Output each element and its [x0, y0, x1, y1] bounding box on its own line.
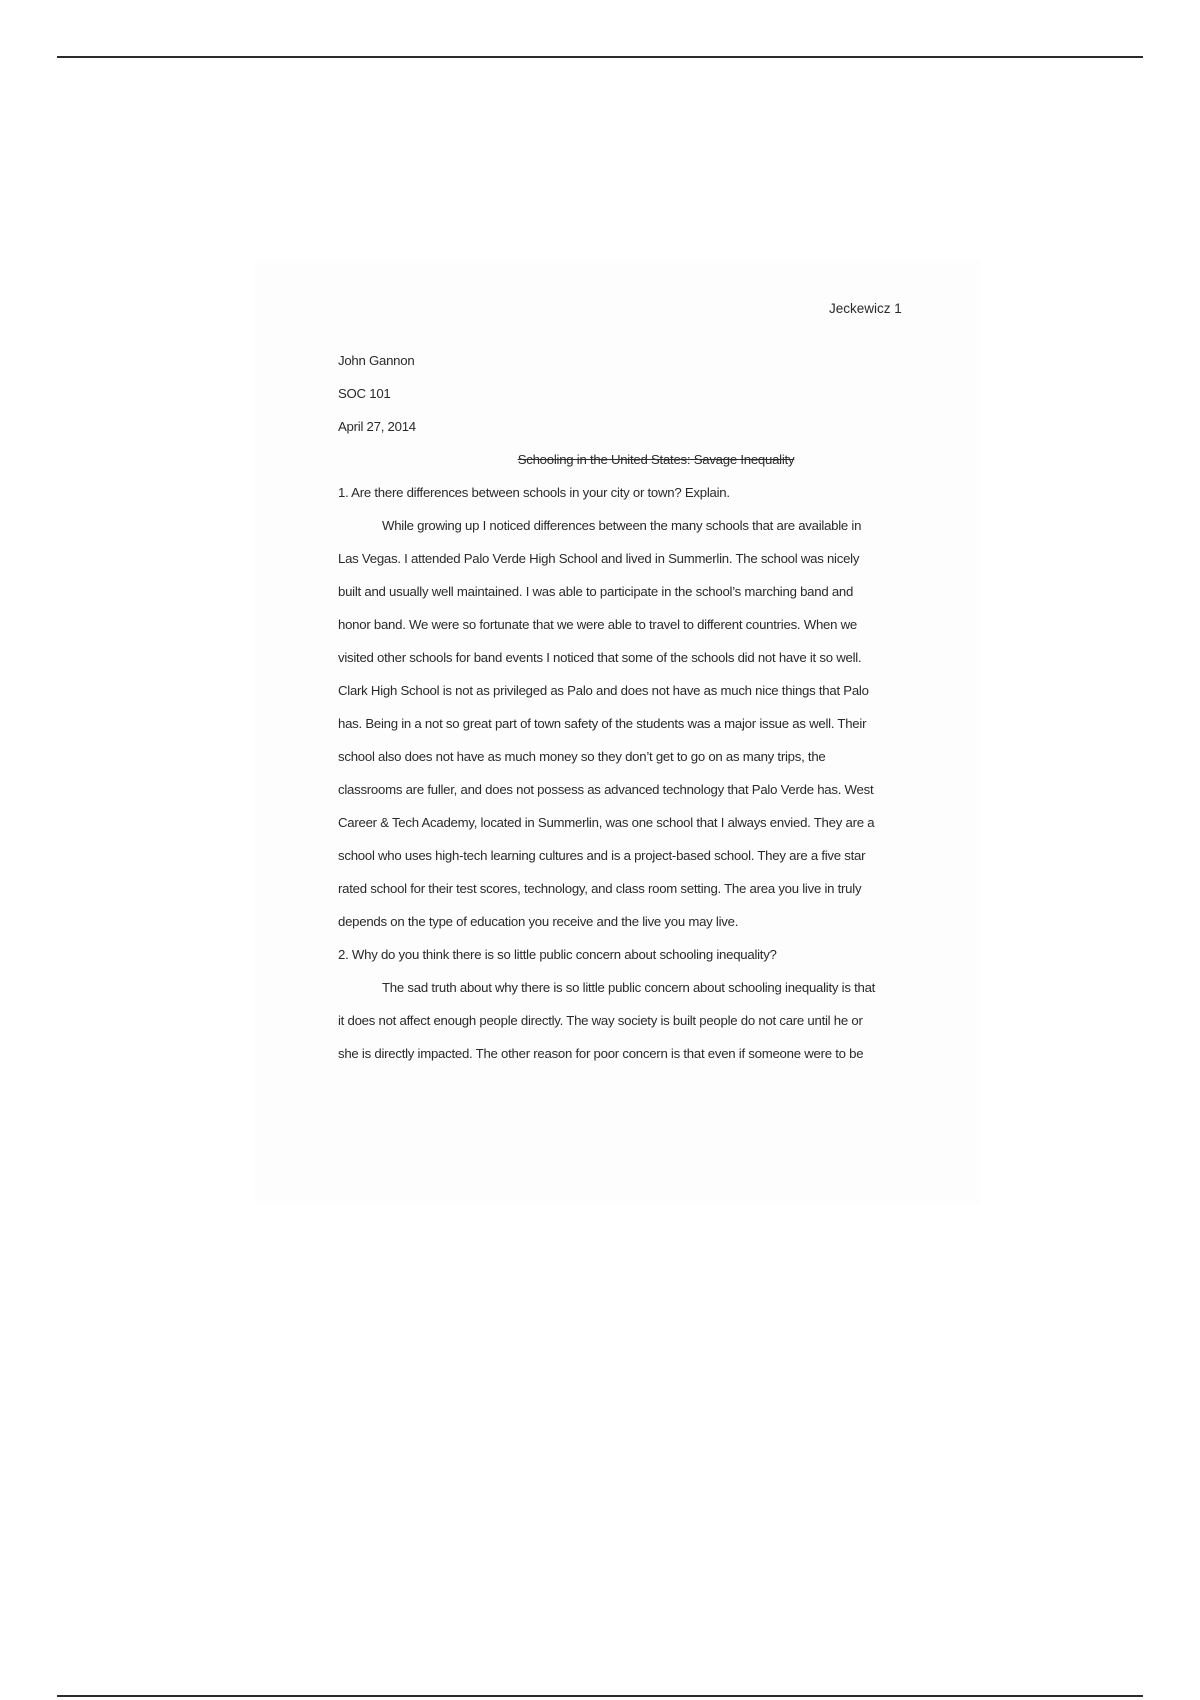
bottom-divider	[57, 1695, 1143, 1697]
answer-1-line: While growing up I noticed differences between the many schools that are available in	[382, 518, 862, 533]
answer-2-line: The sad truth about why there is so little public concern about schooling inequality is that	[382, 980, 876, 995]
answer-2-line: she is directly impacted. The other reason for poor concern is that even if someone were to be	[338, 1046, 864, 1061]
document-date: April 27, 2014	[338, 419, 416, 434]
answer-1-line: has. Being in a not so great part of town safety of the students was a major issue as well. Their	[338, 716, 867, 731]
answer-1-line: honor band. We were so fortunate that we were able to travel to different countries. When we	[338, 617, 857, 632]
answer-1-line: classrooms are fuller, and does not possess as advanced technology that Palo Verde has. West	[338, 782, 874, 797]
answer-1-line: visited other schools for band events I noticed that some of the schools did not have it so well.	[338, 650, 862, 665]
answer-1-line: built and usually well maintained. I was able to participate in the school’s marching band and	[338, 584, 854, 599]
document-title: Schooling in the United States: Savage Inequality	[517, 452, 795, 467]
document-body	[338, 344, 950, 1070]
answer-1-line: Career & Tech Academy, located in Summerlin, was one school that I always envied. They are a	[338, 815, 875, 830]
question-2: 2. Why do you think there is so little public concern about schooling inequality?	[338, 947, 777, 962]
answer-1-line: school who uses high-tech learning cultures and is a project-based school. They are a five star	[338, 848, 866, 863]
answer-1-line: school also does not have as much money so they don’t get to go on as many trips, the	[338, 749, 826, 764]
answer-1-line: Clark High School is not as privileged as Palo and does not have as much nice things that Palo	[338, 683, 869, 698]
answer-1-line: rated school for their test scores, technology, and class room setting. The area you live in truly	[338, 881, 862, 896]
course-name: SOC 101	[338, 386, 391, 401]
author-name: John Gannon	[338, 353, 415, 368]
answer-2-line: it does not affect enough people directly. The way society is built people do not care until he or	[338, 1013, 863, 1028]
top-divider	[57, 56, 1143, 58]
running-head: Jeckewicz 1	[829, 301, 902, 316]
question-1: 1. Are there differences between schools in your city or town? Explain.	[338, 485, 730, 500]
answer-1-line: Las Vegas. I attended Palo Verde High School and lived in Summerlin. The school was nicely	[338, 551, 860, 566]
answer-1-line: depends on the type of education you receive and the live you may live.	[338, 914, 739, 929]
